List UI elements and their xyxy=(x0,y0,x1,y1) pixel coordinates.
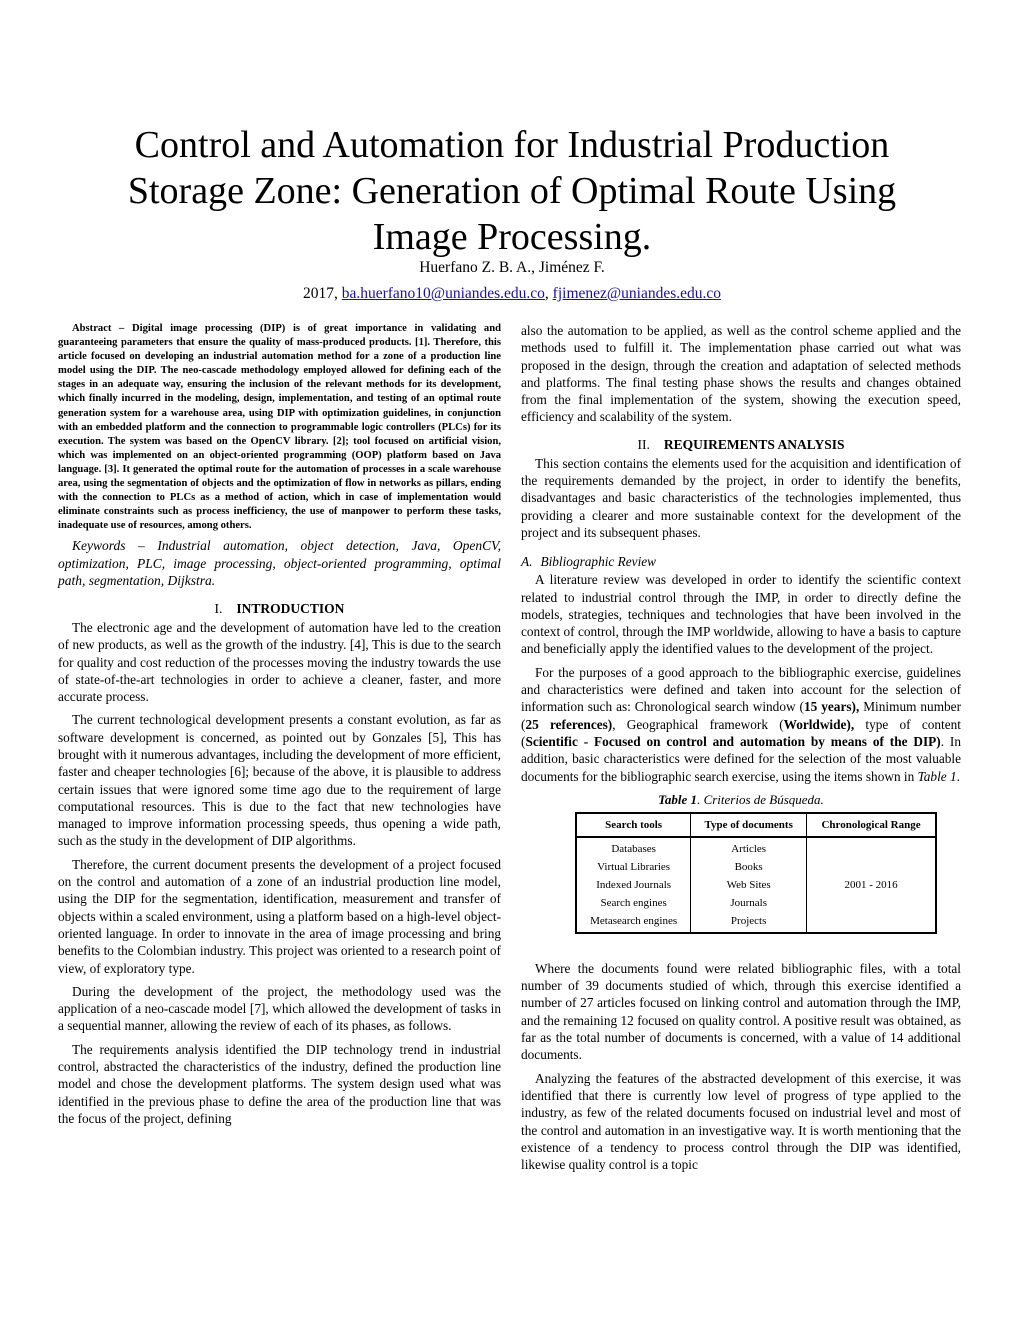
table-cell: Web Sites xyxy=(691,876,807,894)
text-run: type of content ( xyxy=(521,716,961,749)
table-caption xyxy=(521,791,961,808)
table-cell: Journals xyxy=(691,894,807,912)
paragraph: The current technological development presents a constant evolution, as far as software development is concerned, as pointed out by Gonzales [5], This has brought with it numerous advantages, including the development of more efficient, faster and cheaper technologies [6]; because of the above, it is plausible to address certain issues that were ignored some time ago due to the requirement of large computational resources. This is due to the fact that new technologies have managed to improve information processing speeds, thus opening a wide path, such as the study in the development of DIP algorithms. xyxy=(58,712,501,849)
table-cell: Books xyxy=(691,858,807,876)
section-title: REQUIREMENTS ANALYSIS xyxy=(663,436,845,452)
abstract: Abstract – Digital image processing (DIP) is of great importance in validating and guaranteeing parameters that ensure the quality of mass-produced products. [1]. Therefore, this article focused on developing an industrial automation method for a zone of a production line model using the DIP. The neo-cascade methodology employed allowed for defining each of the stages in an adequate way, ensuring the inclusion of the relevant methods for its development, which finally incurred in the modeling, design, implementation, and testing of an optimal route generation system for a warehouse area, using DIP with optimization guidelines, in conjunction with an embedded platform and the connection to programmable logic controllers (PLCs) for its execution. The system was based on the OpenCV library. [2]; tool focused on artificial vision, which was implemented on an object-oriented programming (OOP) platform based on Java language. [3]. It generated the optimal route for the automation of processes in a scale warehouse area, using the segmentation of objects and the optimization of flow in networks as pillars, ending with the connection to PLCs as a method of action, which in case of implementation would eliminate constraints such as process inefficiency, the use of manpower to perform these tasks, inadequate use of resources, among others. xyxy=(58,323,501,532)
text-run: . In addition, basic characteristics were defined for the selection of the most valuable documents for the bibliographic search exercise, using the items shown in xyxy=(521,733,961,784)
section-heading-introduction xyxy=(58,600,501,618)
text-run: For the purposes of a good approach to the bibliographic exercise, guidelines and characteristics were defined and taken into account for the selection of information such as: Chronological search window ( xyxy=(521,664,961,715)
paragraph: also the automation to be applied, as well as the control scheme applied and the methods used to fulfill it. The implementation phase carried out what was proposed in the design, through the creation and adaptation of selected methods and platforms. The final testing phase shows the results and changes obtained from the final implementation of the system, showing the execution speed, efficiency and scalability of the system. xyxy=(521,323,961,425)
section-number: II. xyxy=(637,436,650,452)
paragraph-criteria xyxy=(521,664,961,785)
table-header: Chronological Range xyxy=(807,813,936,837)
text-run: . xyxy=(956,768,960,784)
paragraph: This section contains the elements used for the acquisition and identification of the requirements demanded by the project, in order to identify the benefits, disadvantages and basic characteristics of the technologies implemented, thus providing a clearer and more sustainable context for the development of the project and its subsequent phases. xyxy=(521,455,961,540)
table-header: Search tools xyxy=(576,813,691,837)
text-run: Minimum number ( xyxy=(521,699,962,732)
criteria-table xyxy=(575,812,937,934)
keywords: Keywords – Industrial automation, object detection, Java, OpenCV, optimization, PLC, image processing, object-oriented programming, optimal path, segmentation, Dijkstra. xyxy=(58,538,501,589)
table-row xyxy=(576,837,936,858)
right-column xyxy=(521,322,961,1179)
subsection-number: A. xyxy=(521,554,533,570)
email-separator: , xyxy=(544,285,553,302)
year-prefix: 2017, xyxy=(302,285,342,302)
table-cell: Articles xyxy=(691,837,807,858)
paper-contact xyxy=(0,284,1024,304)
section-number: I. xyxy=(214,600,223,616)
table-label: Table 1 xyxy=(658,791,698,807)
table-cell: Indexed Journals xyxy=(596,878,672,891)
text-run-bold: Worldwide), xyxy=(783,716,855,732)
table-cell: Metasearch engines xyxy=(590,914,678,927)
subsection-heading-bibliographic-review xyxy=(521,553,961,571)
text-run-bold: 15 years), xyxy=(803,699,860,715)
section-heading-requirements xyxy=(521,436,961,454)
paper-title: Control and Automation for Industrial Production Storage Zone: Generation of Optimal Route Using Image Processing. xyxy=(127,124,897,258)
paper-authors: Huerfano Z. B. A., Jiménez F. xyxy=(419,259,605,276)
paragraph: The requirements analysis identified the DIP technology trend in industrial control, abstracted the characteristics of the industry, defined the production line model and chose the development platforms. The system design used what was identified in the previous phase to define the area of the production line that was the focus of the project, defining xyxy=(58,1041,501,1126)
email-link-1[interactable]: ba.huerfano10@uniandes.edu.co xyxy=(341,285,545,302)
subsection-title: Bibliographic Review xyxy=(540,554,657,570)
table-cell: Databases xyxy=(611,842,656,855)
text-run-bold: Scientific - Focused on control and automation by means of the DIP) xyxy=(525,733,941,749)
text-run-bold: 25 references) xyxy=(525,716,613,732)
table-cell: Search engines xyxy=(600,896,667,909)
section-title: INTRODUCTION xyxy=(236,600,345,616)
paragraph: During the development of the project, the methodology used was the application of a neo-cascade model [7], which allowed the development of tasks in a sequential manner, allowing the review of each of its phases, as follows. xyxy=(58,983,501,1034)
paragraph: The electronic age and the development of automation have led to the creation of new products, as well as the growth of the industry. [4], This is due to the search for quality and cost reduction of the processes moving the industry towards the use of state-of-the-art technologies in order to achieve a cleaner, faster, and more accurate process. xyxy=(58,619,501,705)
table-cell-range: 2001 - 2016 xyxy=(807,837,936,933)
text-run: , Geographical framework ( xyxy=(612,716,784,732)
table-caption-text: . Criterios de Búsqueda. xyxy=(697,791,824,807)
table-spacer xyxy=(521,934,961,960)
table-header: Type of documents xyxy=(691,813,807,837)
table-cell: Projects xyxy=(691,912,807,933)
paragraph: A literature review was developed in order to identify the scientific context related to industrial control through the IMP, in order to directly define the models, strategies, techniques and technologies that have been involved in the context of control, through the IMP worldwide, allowing to have a basis to capture and beneficially apply the identified values to the development of the project. xyxy=(521,572,961,657)
table-cell: Virtual Libraries xyxy=(597,860,671,873)
text-run-italic: Table 1 xyxy=(917,768,957,784)
email-link-2[interactable]: fjimenez@uniandes.edu.co xyxy=(552,285,722,302)
paragraph: Where the documents found were related bibliographic files, with a total number of 39 documents studied of which, through this exercise identified a number of 27 articles focused on linking control and automation through the IMP, and the remaining 12 focused on quality control. A positive result was obtained, as far as the total number of documents is concerned, with a value of 14 additional documents. xyxy=(521,960,961,1063)
left-column xyxy=(58,322,501,1133)
paragraph: Analyzing the features of the abstracted development of this exercise, it was identified that there is currently low level of progress of type applied to the industry, as few of the related documents focused on industrial level and most of the control and automation in an investigative way. It is worth mentioning that the existence of a tendency to process control through the DIP was identified, likewise quality control is a topic xyxy=(521,1070,961,1173)
paragraph: Therefore, the current document presents the development of a project focused on the control and automation of a zone of an industrial production line model, using the DIP for the segmentation, identification, measurement and transfer of objects within a scaled environment, using a platform based on a high-level object-oriented language. In order to innovate in the area of image processing and bring benefits to the Colombian industry. This project was oriented to a research point of view, of exploratory type. xyxy=(58,856,501,976)
table-header-row xyxy=(576,813,936,837)
